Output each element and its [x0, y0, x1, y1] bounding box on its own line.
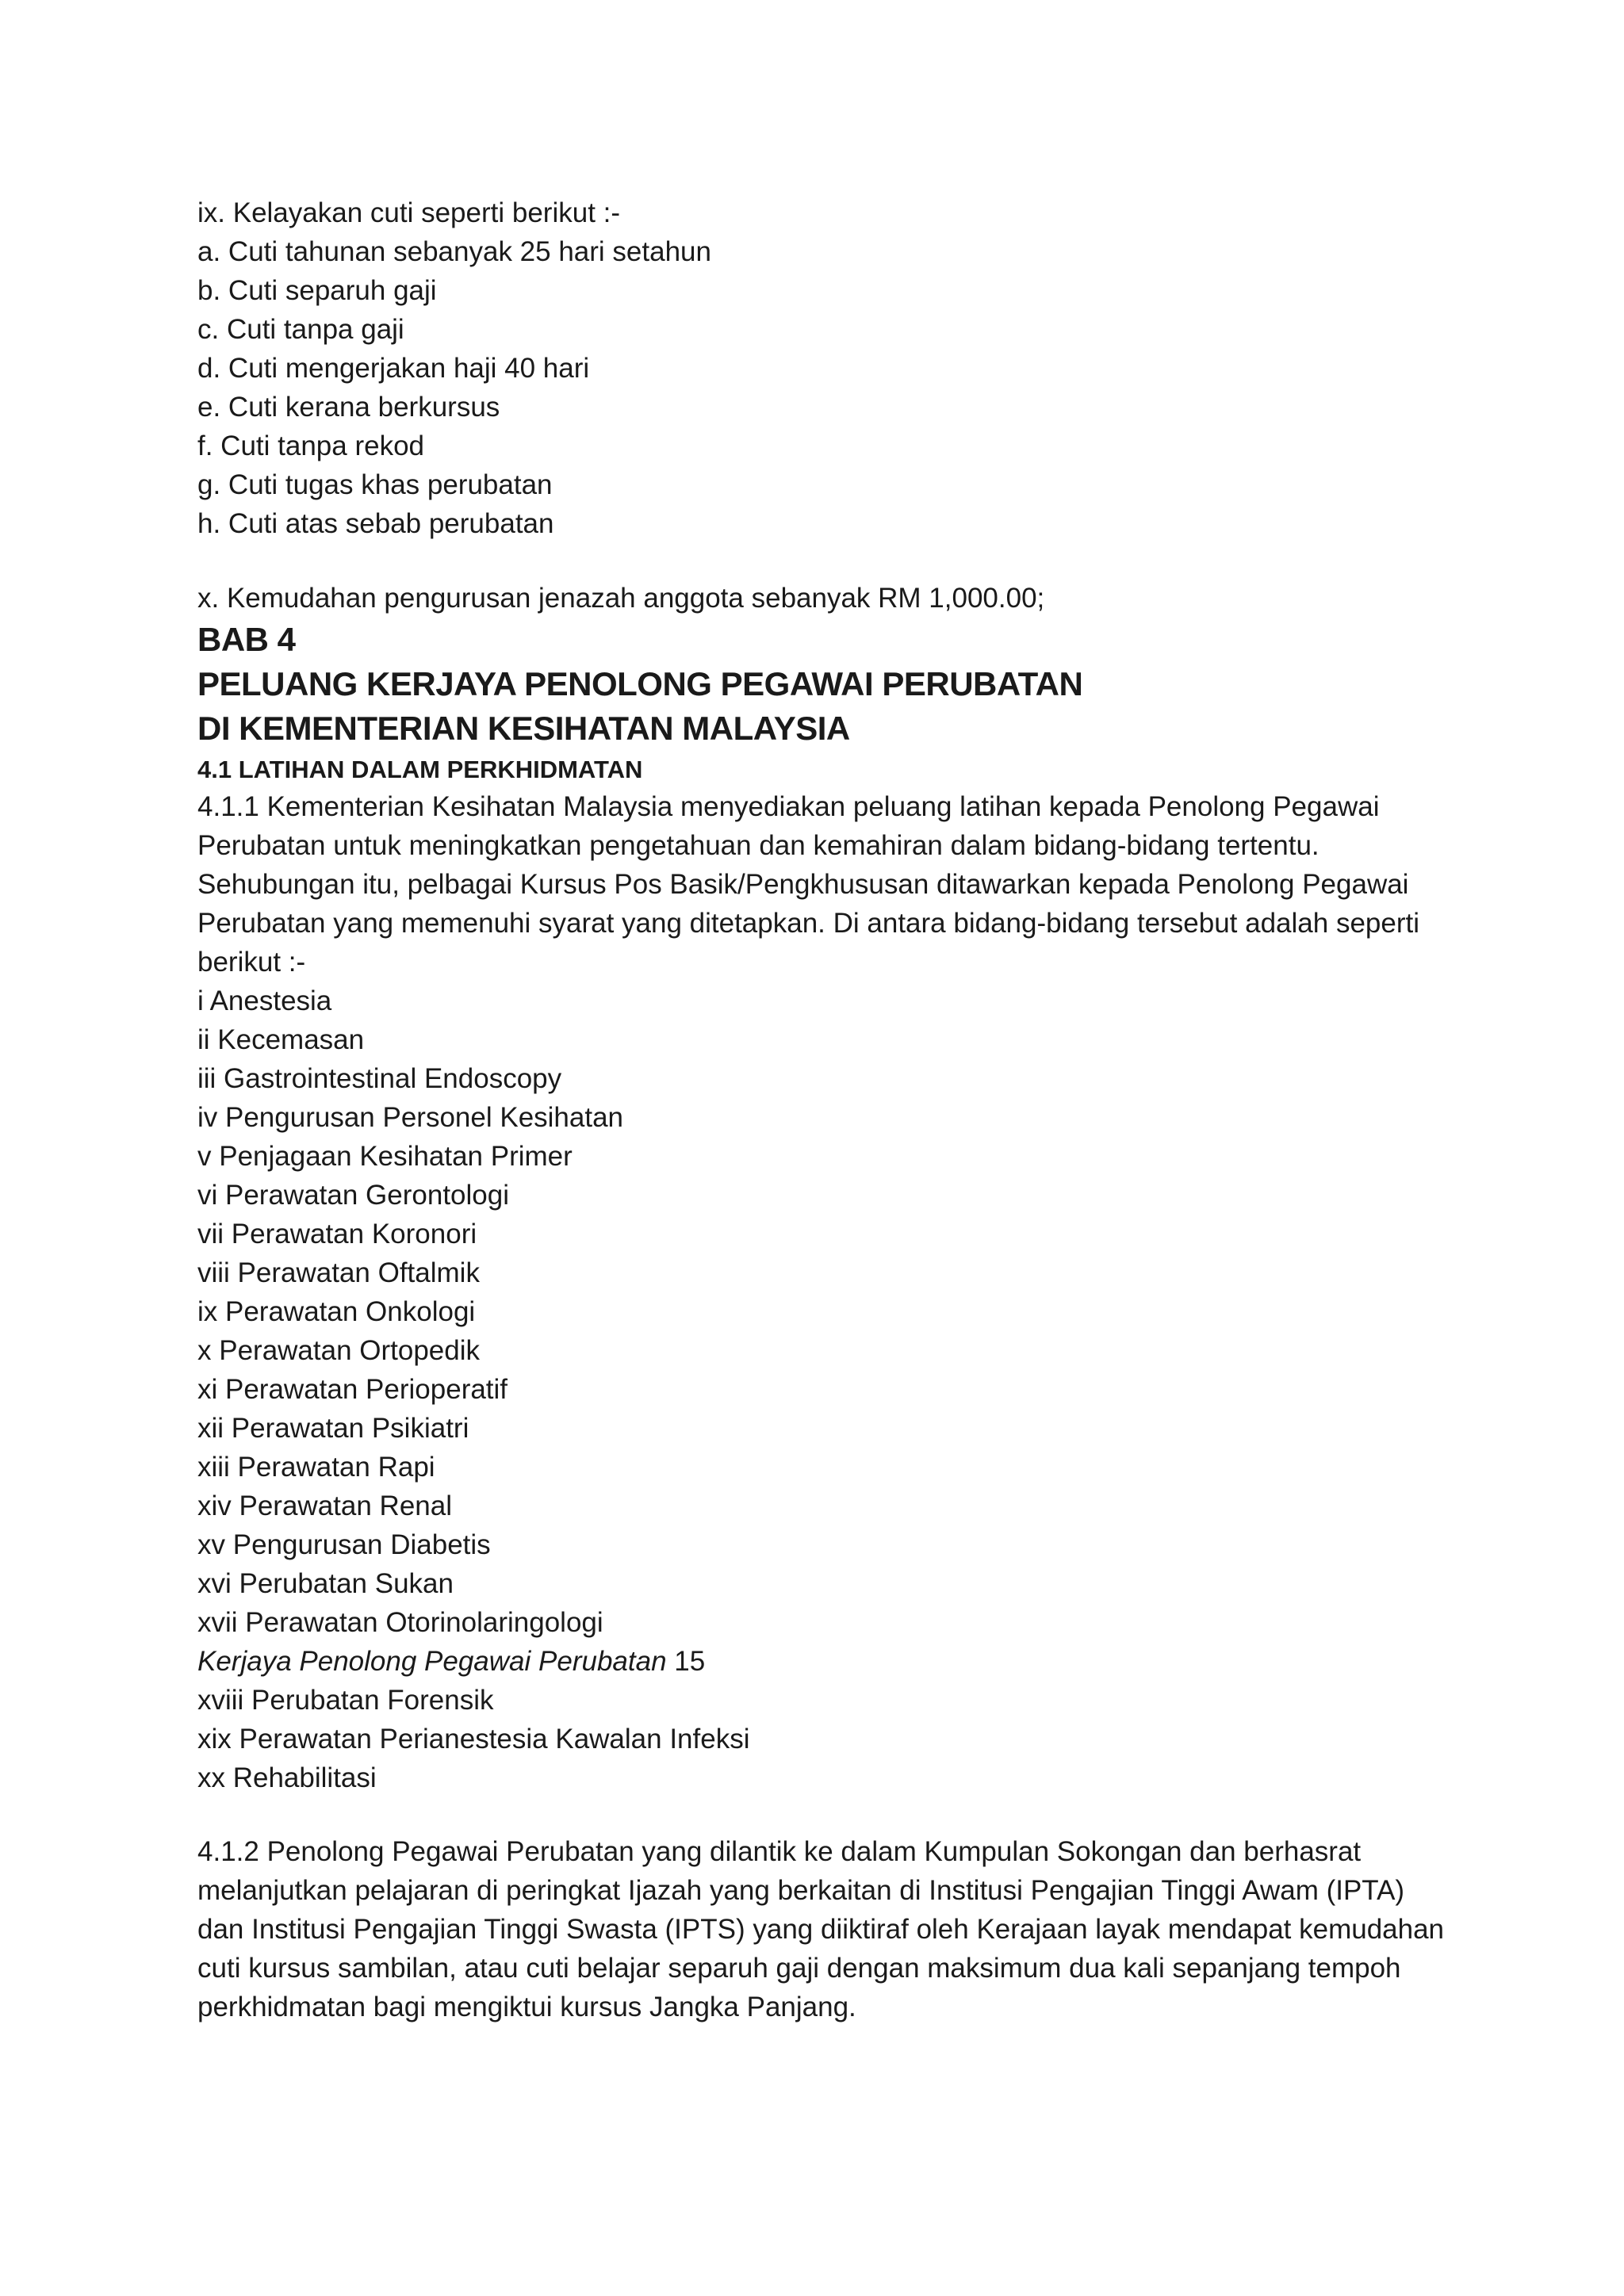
chapter-number: BAB 4 — [197, 621, 296, 658]
chapter-title-line2: DI KEMENTERIAN KESIHATAN MALAYSIA — [197, 710, 850, 747]
cuti-item: c. Cuti tanpa gaji — [197, 314, 404, 345]
spacer — [197, 543, 1442, 579]
running-footer — [197, 1642, 1442, 1681]
field-item: iii Gastrointestinal Endoscopy — [197, 1063, 562, 1094]
field-item: vi Perawatan Gerontologi — [197, 1180, 509, 1211]
page-content — [197, 193, 1445, 2026]
field-item: x Perawatan Ortopedik — [197, 1335, 481, 1366]
field-item: xviii Perubatan Forensik — [197, 1685, 494, 1716]
field-item: xv Pengurusan Diabetis — [197, 1529, 491, 1560]
spacer — [197, 1797, 1442, 1832]
field-item: v Penjagaan Kesihatan Primer — [197, 1141, 573, 1172]
cuti-item: e. Cuti kerana berkursus — [197, 392, 500, 423]
field-item: xx Rehabilitasi — [197, 1762, 377, 1793]
cuti-item: a. Cuti tahunan sebanyak 25 hari setahun — [197, 236, 711, 267]
field-item: ii Kecemasan — [197, 1024, 365, 1055]
field-item: xvii Perawatan Otorinolaringologi — [197, 1607, 603, 1638]
paragraph-4-1-2: 4.1.2 Penolong Pegawai Perubatan yang dilantik ke dalam Kumpulan Sokongan dan berhasrat melanjutkan pelajaran di peringkat Ijazah yang berkaitan di Institusi Pengajian Tinggi Awam (IPTA) dan Institusi Pengajian Tinggi Swasta (IPTS) yang diiktiraf oleh Kerajaan layak mendapat kemudahan cuti kursus sambilan, atau cuti belajar separuh gaji dengan maksimum dua kali sepanjang tempoh perkhidmatan bagi mengiktui kursus Jangka Panjang. — [197, 1836, 1445, 2022]
field-item: i Anestesia — [197, 985, 332, 1016]
cuti-heading: ix. Kelayakan cuti seperti berikut :- — [197, 197, 621, 228]
cuti-item: h. Cuti atas sebab perubatan — [197, 508, 554, 539]
section-heading: 4.1 LATIHAN DALAM PERKHIDMATAN — [197, 756, 643, 783]
chapter-title-line1: PELUANG KERJAYA PENOLONG PEGAWAI PERUBATAN — [197, 665, 1083, 702]
field-item: ix Perawatan Onkologi — [197, 1296, 476, 1327]
cuti-item: f. Cuti tanpa rekod — [197, 430, 424, 461]
field-item: viii Perawatan Oftalmik — [197, 1257, 480, 1288]
page-number: 15 — [674, 1646, 706, 1677]
running-footer-text: Kerjaya Penolong Pegawai Perubatan — [197, 1646, 667, 1677]
paragraph-4-1-1: 4.1.1 Kementerian Kesihatan Malaysia menyediakan peluang latihan kepada Penolong Pegawai Perubatan untuk meningkatkan pengetahuan dan kemahiran dalam bidang-bidang tertentu. Sehubungan itu, pelbagai Kursus Pos Basik/Pengkhususan ditawarkan kepada Penolong Pegawai Perubatan yang memenuhi syarat yang ditetapkan. Di antara bidang-bidang tersebut adalah seperti berikut :- — [197, 791, 1420, 978]
cuti-item: b. Cuti separuh gaji — [197, 275, 437, 306]
field-item: xix Perawatan Perianestesia Kawalan Infeksi — [197, 1724, 750, 1755]
field-item: xvi Perubatan Sukan — [197, 1568, 454, 1599]
field-item: xii Perawatan Psikiatri — [197, 1413, 469, 1444]
field-item: iv Pengurusan Personel Kesihatan — [197, 1102, 624, 1133]
field-item: xi Perawatan Perioperatif — [197, 1374, 508, 1405]
cuti-item: d. Cuti mengerjakan haji 40 hari — [197, 353, 590, 384]
field-item: vii Perawatan Koronori — [197, 1219, 477, 1249]
field-item: xiv Perawatan Renal — [197, 1490, 452, 1521]
cuti-item: g. Cuti tugas khas perubatan — [197, 469, 553, 500]
field-item: xiii Perawatan Rapi — [197, 1452, 435, 1483]
jenazah-item: x. Kemudahan pengurusan jenazah anggota sebanyak RM 1,000.00; — [197, 583, 1045, 614]
